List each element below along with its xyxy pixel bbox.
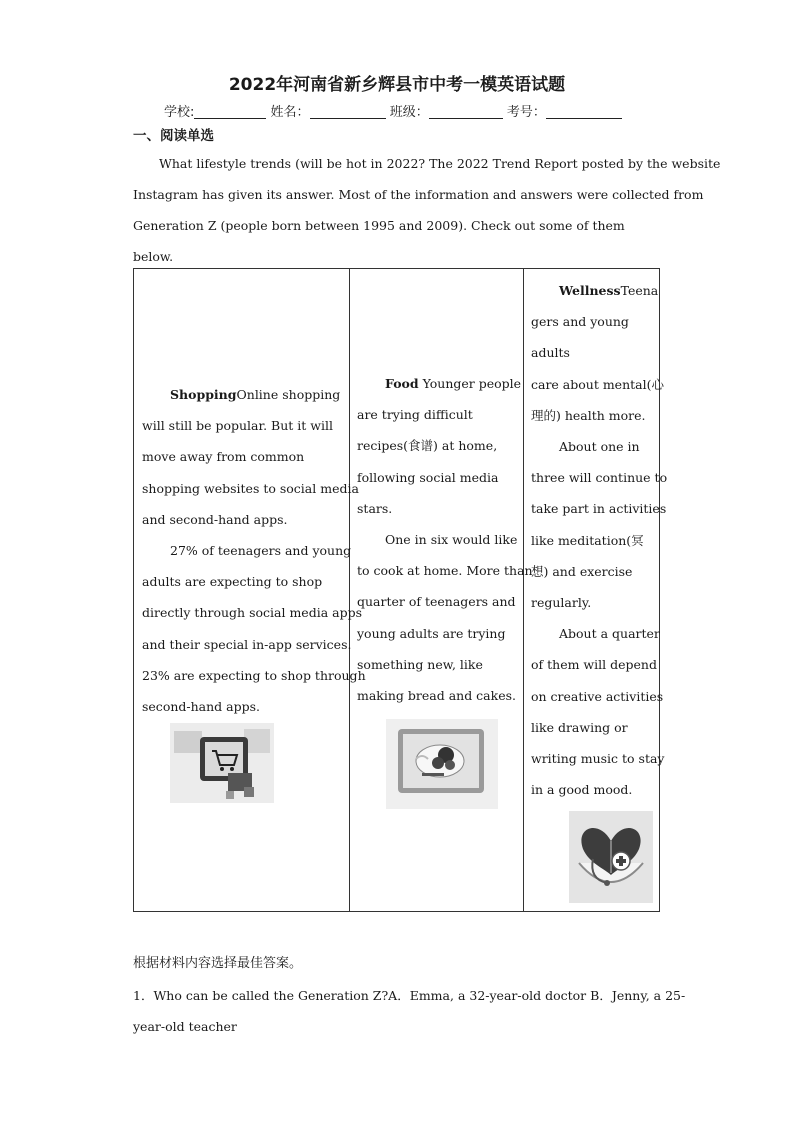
shopping-line: directly through social media apps [142, 605, 362, 621]
shopping-line: 27% of teenagers and young [170, 543, 352, 559]
instruction-text: 根据材料内容选择最佳答案。 [133, 956, 303, 971]
wellness-line: like drawing or [531, 719, 628, 735]
food-line: stars. [357, 500, 393, 516]
student-info-line [164, 101, 622, 120]
school-label: 学校: [164, 105, 195, 120]
intro-line: Instagram has given its answer. Most of the information and answers were collected from [133, 187, 704, 202]
name-label: 姓名： [270, 105, 310, 120]
food-recipe-image [386, 719, 498, 809]
exam-no-label: 考号： [506, 105, 546, 120]
shopping-line: will still be popular. But it will [142, 418, 333, 434]
shopping-line: shopping websites to social media [142, 480, 359, 496]
exam-no-blank [546, 104, 622, 119]
food-line: making bread and cakes. [357, 688, 516, 704]
school-blank [194, 104, 266, 119]
shopping-line: Online shopping [236, 387, 341, 402]
wellness-line: of them will depend [531, 657, 657, 673]
food-line: following social media [357, 469, 499, 485]
shopping-phone-image [170, 723, 274, 803]
trends-table [133, 268, 668, 912]
wellness-line: About one in [559, 439, 640, 455]
wellness-line: regularly. [531, 595, 592, 611]
wellness-line: gers and young [531, 314, 629, 330]
wellness-line: 理的) health more. [531, 407, 646, 423]
wellness-line: on creative activities [531, 688, 664, 704]
wellness-line: About a quarter [559, 626, 660, 642]
question-line: 1．Who can be called the Generation Z?A．Emma, a 32-year-old doctor B．Jenny, a 25- [133, 988, 686, 1003]
shopping-line: adults are expecting to shop [142, 574, 323, 590]
question-line: year-old teacher [133, 1019, 237, 1034]
class-blank [429, 104, 503, 119]
shopping-cell [134, 269, 366, 911]
wellness-heading: Wellness [559, 283, 621, 298]
intro-paragraph [133, 148, 721, 272]
section-heading: 一、阅读单选 [133, 128, 214, 144]
food-line: young adults are trying [357, 625, 506, 641]
wellness-line: writing music to stay [531, 751, 665, 767]
shopping-line: 23% are expecting to shop through [142, 667, 366, 683]
shopping-line: second-hand apps. [142, 699, 260, 715]
shopping-text [142, 379, 366, 722]
food-line: to cook at home. More than [357, 563, 533, 579]
food-line: quarter of teenagers and [357, 594, 516, 610]
question-1 [133, 980, 685, 1042]
food-line: One in six would like [385, 532, 518, 548]
wellness-line: in a good mood. [531, 782, 633, 798]
intro-line: Generation Z (people born between 1995 and 2009). Check out some of them [133, 218, 625, 233]
food-line: are trying difficult [357, 407, 473, 423]
wellness-text [531, 275, 667, 805]
wellness-line: Teena [620, 283, 659, 298]
wellness-line: like meditation(冥 [531, 532, 644, 548]
wellness-line: take part in activities [531, 501, 667, 517]
wellness-line: 想) and exercise [531, 563, 633, 579]
food-text [357, 368, 533, 711]
food-cell [350, 269, 533, 911]
shopping-heading: Shopping [170, 387, 237, 402]
wellness-cell [524, 269, 668, 911]
recipe-tablet-icon [386, 719, 498, 809]
wellness-line: care about mental(心 [531, 376, 664, 392]
wellness-line: three will continue to [531, 470, 668, 486]
wellness-heart-image [569, 811, 653, 903]
shopping-line: move away from common [142, 449, 305, 465]
intro-line: What lifestyle trends (will be hot in 2022? The 2022 Trend Report posted by the website [159, 156, 721, 171]
food-line: Younger people [418, 376, 522, 391]
intro-line: below. [133, 249, 174, 264]
food-line: something new, like [357, 656, 483, 672]
shopping-line: and second-hand apps. [142, 511, 288, 527]
shopping-line: and their special in-app services. [142, 636, 352, 652]
wellness-line: adults [531, 345, 570, 361]
shopping-cart-icon [170, 723, 274, 803]
name-blank [310, 104, 386, 119]
food-heading: Food [385, 376, 419, 391]
food-line: recipes(食谱) at home, [357, 438, 498, 454]
page-title: 2022年河南省新乡辉县市中考一模英语试题 [228, 75, 566, 95]
mental-health-icon [569, 811, 653, 903]
class-label: 班级： [389, 105, 429, 120]
